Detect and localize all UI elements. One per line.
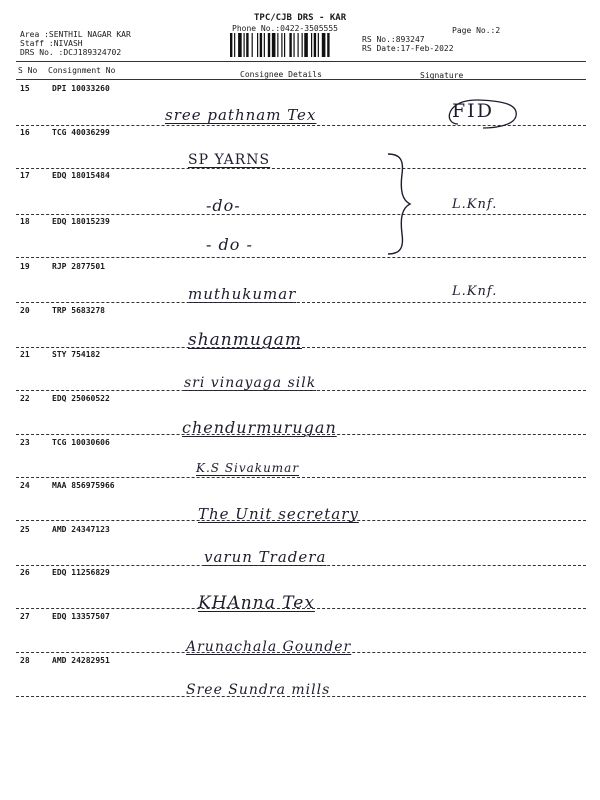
- row-divider: [16, 257, 586, 258]
- row-consignment: EDQ 18015239: [52, 217, 110, 226]
- row-divider: [16, 565, 586, 566]
- fid-loop-mark: [438, 94, 528, 134]
- row-divider: [16, 168, 586, 169]
- row-divider: [16, 434, 586, 435]
- rs-number: RS No.:893247: [362, 35, 425, 44]
- row-consignment: MAA 856975966: [52, 481, 115, 490]
- signature-lknf-1: L.Knf.: [452, 197, 498, 212]
- row-divider: [16, 608, 586, 609]
- row-consignee: shanmugam: [188, 330, 302, 350]
- row-sno: 21: [20, 350, 30, 359]
- row-consignee: varun Tradera: [204, 548, 327, 566]
- row-divider: [16, 214, 586, 215]
- row-divider: [16, 302, 586, 303]
- row-consignment: STY 754182: [52, 350, 101, 359]
- row-sno: 25: [20, 525, 30, 534]
- row-consignee: - do -: [206, 235, 253, 254]
- row-divider: [16, 696, 586, 697]
- row-consignee: -do-: [206, 196, 241, 215]
- column-consignee: Consignee Details: [240, 70, 322, 79]
- row-consignee: sri vinayaga silk: [184, 375, 317, 391]
- row-consignment: EDQ 11256829: [52, 568, 110, 577]
- row-consignment: AMD 24282951: [52, 656, 110, 665]
- row-consignment: EDQ 25060522: [52, 394, 110, 403]
- row-sno: 23: [20, 438, 30, 447]
- row-consignment: EDQ 18015484: [52, 171, 110, 180]
- signature-fid: FID: [452, 100, 494, 122]
- row-sno: 28: [20, 656, 30, 665]
- row-sno: 16: [20, 128, 30, 137]
- row-consignee: SP YARNS: [188, 152, 271, 168]
- row-consignment: AMD 24347123: [52, 525, 110, 534]
- row-consignment: TRP 5683278: [52, 306, 105, 315]
- row-sno: 15: [20, 84, 30, 93]
- row-consignee: Arunachala Gounder: [186, 639, 352, 655]
- area-label: Area :SENTHIL NAGAR KAR: [20, 30, 131, 39]
- header-bottom-rule: [16, 79, 586, 80]
- page-number: Page No.:2: [452, 26, 501, 35]
- row-sno: 26: [20, 568, 30, 577]
- row-consignee: KHAnna Tex: [198, 593, 315, 613]
- row-consignee: K.S Sivakumar: [196, 461, 300, 475]
- column-signature: Signature: [420, 71, 464, 80]
- row-sno: 20: [20, 306, 30, 315]
- row-divider: [16, 390, 586, 391]
- header-top-rule: [16, 61, 586, 62]
- row-sno: 18: [20, 217, 30, 226]
- row-consignment: EDQ 13357507: [52, 612, 110, 621]
- row-sno: 19: [20, 262, 30, 271]
- barcode: [230, 33, 358, 57]
- row-consignment: DPI 10033260: [52, 84, 110, 93]
- row-consignment: TCG 10030606: [52, 438, 110, 447]
- row-divider: [16, 477, 586, 478]
- row-consignee: sree pathnam Tex: [165, 106, 317, 124]
- row-consignee: chendurmurugan: [182, 418, 337, 437]
- row-sno: 27: [20, 612, 30, 621]
- row-sno: 17: [20, 171, 30, 180]
- column-consignment: Consignment No: [48, 66, 116, 75]
- signature-lknf-2: L.Knf.: [452, 284, 498, 299]
- staff-label: Staff :NIVASH: [20, 39, 83, 48]
- phone-number: Phone No.:0422-3505555: [232, 24, 338, 33]
- document-title: TPC/CJB DRS - KAR: [254, 13, 347, 23]
- row-consignment: TCG 40036299: [52, 128, 110, 137]
- row-consignee: Sree Sundra mills: [186, 682, 331, 698]
- row-divider: [16, 347, 586, 348]
- row-consignment: RJP 2877501: [52, 262, 105, 271]
- row-consignee: The Unit secretary: [198, 505, 359, 523]
- row-sno: 22: [20, 394, 30, 403]
- rs-date: RS Date:17-Feb-2022: [362, 44, 454, 53]
- column-sno: S No: [18, 66, 38, 75]
- drs-number: DRS No. :DCJ189324702: [20, 48, 122, 57]
- row-sno: 24: [20, 481, 30, 490]
- brace-mark: [384, 150, 414, 258]
- row-consignee: muthukumar: [188, 285, 297, 303]
- row-divider: [16, 520, 586, 521]
- row-divider: [16, 652, 586, 653]
